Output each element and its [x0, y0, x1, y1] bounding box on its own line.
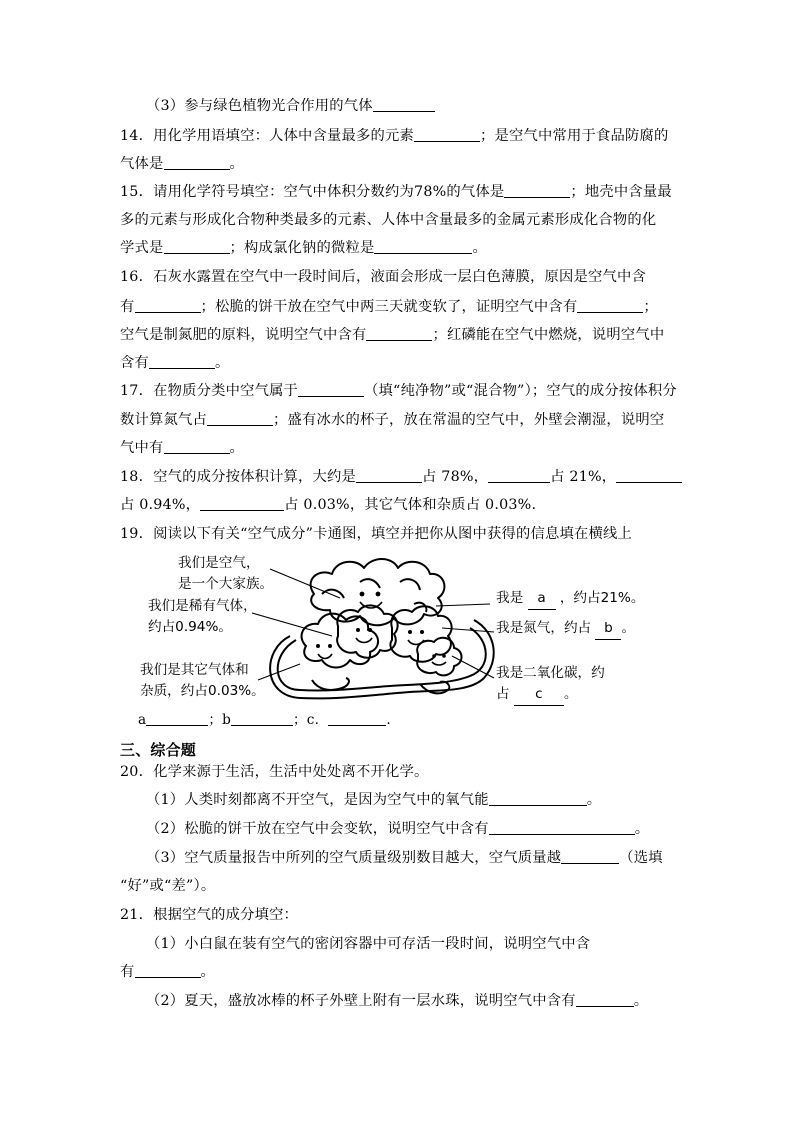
q21-part1-cont [120, 962, 680, 982]
answer-blank-c[interactable] [328, 711, 386, 726]
answer-blank[interactable] [489, 791, 587, 806]
answer-blank-b[interactable] [231, 711, 293, 726]
caption-o2-fill: a [528, 588, 556, 610]
q20-text: （3）空气质量报告中所列的空气质量级别数目越大，空气质量越 [146, 850, 562, 866]
section-heading: 三、综合题 [120, 741, 197, 759]
caption-n2-fill: b [595, 618, 621, 640]
q20-part1 [146, 790, 706, 810]
q17-text: ；盛有冰水的杯子，放在常温的空气中，外壁会潮湿，说明空 [272, 412, 665, 428]
q21-text: （2）夏天，盛放冰棒的杯子外壁上附有一层水珠，说明空气中含有 [146, 993, 576, 1009]
q16-text: ；红磷能在空气中燃烧，说明空气中 [432, 327, 665, 343]
q18-text: 占 0.94%， [120, 497, 201, 513]
q15-text: 。 [472, 240, 487, 256]
q16-text: ； [643, 299, 658, 315]
q13-part3-text: （3）参与绿色植物光合作用的气体 [146, 98, 373, 114]
q20-text: 20．化学来源于生活，生活中处处离不开化学。 [120, 764, 429, 780]
caption-o2-text: ，约占21%。 [559, 590, 645, 606]
caption-o2-text: 我是 [496, 590, 524, 606]
q17-text: 17．在物质分类中空气属于 [120, 383, 299, 399]
caption-co2 [496, 663, 605, 706]
q17-text: （填“纯净物”或“混合物”）；空气的成分按体积分 [364, 383, 677, 399]
caption-rare-line1: 我们是稀有气体， [148, 598, 257, 614]
q16-text: ；松脆的饼干放在空气中两三天就变软了，证明空气中含有 [200, 299, 578, 315]
q20-line1 [120, 762, 680, 782]
q17-text: 。 [229, 440, 244, 456]
q21-text: 。 [633, 993, 649, 1009]
q19-answers [138, 710, 698, 730]
q19-text: 19．阅读以下有关“空气成分”卡通图，填空并把你从图中获得的信息填在横线上 [120, 526, 633, 542]
q20-part3-cont [120, 876, 680, 896]
caption-nitrogen [496, 618, 635, 640]
q17-text: 数计算氮气占 [120, 412, 207, 428]
q16-text: 16．石灰水露置在空气中一段时间后，液面会形成一层白色薄膜，原因是空气中含 [120, 269, 646, 285]
caption-other-line1: 我们是其它气体和 [140, 662, 249, 678]
q19-answer-label: ；c． [293, 712, 329, 728]
caption-other-line2: 杂质，约占0.03%。 [140, 683, 265, 699]
q14-text: ；是空气中常用于食品防腐的 [480, 128, 669, 144]
q19-answer-label: a [138, 712, 147, 728]
q21-line1 [120, 905, 680, 925]
caption-n2-text: 。 [621, 620, 636, 636]
q20-text: “好”或“差”）。 [120, 878, 216, 894]
q21-part1 [146, 934, 706, 954]
q16-text: 有 [120, 299, 135, 315]
answer-blank[interactable] [135, 963, 201, 978]
caption-air-line1: 我们是空气， [178, 555, 260, 571]
q21-text: （1）小白鼠在装有空气的密闭容器中可存活一段时间，说明空气中含 [146, 936, 591, 952]
q15-text: ；地壳中含量最 [570, 184, 672, 200]
answer-blank[interactable] [489, 820, 635, 835]
caption-air [178, 553, 273, 595]
q15-text: ；构成氯化钠的微粒是 [229, 240, 375, 256]
q19-answer-end: . [386, 712, 391, 728]
q17-text: 气中有 [120, 440, 164, 456]
q21-text: 。 [200, 964, 215, 980]
answer-blank[interactable] [561, 849, 619, 864]
q15-text: 15．请用化学符号填空：空气中体积分数约为78%的气体是 [120, 184, 505, 200]
caption-other-gas [140, 660, 265, 702]
q20-text: （1）人类时刻都离不开空气，是因为空气中的氧气能 [146, 792, 489, 808]
q21-part2 [146, 991, 706, 1011]
q20-text: 。 [634, 821, 650, 837]
caption-rare-gas [148, 596, 257, 638]
caption-n2-text: 我是氮气，约占 [496, 620, 592, 636]
q18-text: 占 78%， [422, 469, 489, 485]
q20-part3 [146, 848, 706, 868]
caption-co2-line2 [496, 684, 605, 706]
q18-text: 占 21%， [550, 469, 617, 485]
caption-oxygen [496, 588, 644, 610]
caption-co2-text: 占 [496, 686, 510, 702]
q16-text: 空气是制氮肥的原料，说明空气中含有 [120, 327, 367, 343]
q20-text: （2）松脆的饼干放在空气中会变软，说明空气中含有 [146, 821, 489, 837]
q18-text: 占 0.03%，其它气体和杂质占 0.03%. [284, 497, 537, 513]
q14-text: 气体是 [120, 156, 164, 172]
caption-co2-line1: 我是二氧化碳，约 [496, 665, 605, 681]
q21-text: 有 [120, 964, 135, 980]
q20-text: （选填 [619, 850, 663, 866]
q15-text: 学式是 [120, 240, 164, 256]
answer-blank-a[interactable] [146, 711, 208, 726]
q21-text: 21．根据空气的成分填空： [120, 907, 299, 923]
q15-text: 多的元素与形成化合物种类最多的元素、人体中含量最多的金属元素形成化合物的化 [120, 212, 657, 228]
caption-air-line2: 是一个大家族。 [178, 576, 274, 592]
caption-rare-line2: 约占0.94%。 [148, 619, 232, 635]
caption-co2-text: 。 [563, 686, 578, 702]
q14-text: 。 [229, 156, 244, 172]
q14-text: 14．用化学用语填空：人体中含量最多的元素 [120, 128, 415, 144]
q16-text: 。 [215, 355, 230, 371]
q20-part2 [146, 819, 706, 839]
q16-text: 含有 [120, 355, 149, 371]
q19-answer-label: ；b [208, 712, 232, 728]
q18-text: 18．空气的成分按体积计算，大约是 [120, 469, 357, 485]
answer-blank[interactable] [576, 992, 634, 1007]
q20-text: 。 [586, 792, 602, 808]
caption-co2-fill: c [514, 684, 564, 706]
